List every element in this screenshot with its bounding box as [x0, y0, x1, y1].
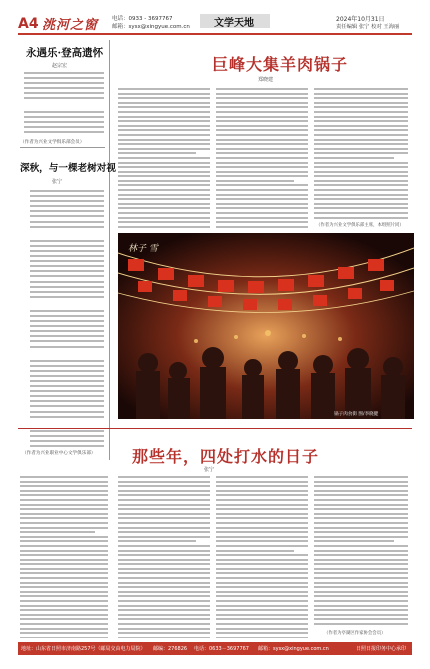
poem-credit-2: （作者为兴业职业中心文学俱乐部）	[22, 451, 96, 456]
bottom-section-divider	[18, 428, 412, 429]
main-article-author: 郑晓建	[258, 77, 274, 83]
footer-email: 邮箱：sysx@xingyue.com.cn	[258, 646, 329, 652]
bottom-article-body-col1	[20, 476, 108, 638]
left-section-divider	[20, 147, 105, 148]
footer-address: 地址：山东省日照市济南路257号（邮局交由电力局院）	[21, 646, 146, 652]
header-email: 邮箱：sysx@xingyue.com.cn	[112, 24, 190, 30]
section-title: 文学天地	[214, 18, 254, 29]
main-article-body-col2	[216, 88, 308, 228]
main-article-credit: （作者为兴业文学俱乐部主席，本组照片同）	[316, 223, 404, 228]
poem-body-2	[30, 190, 104, 448]
header-rule	[18, 33, 412, 35]
bottom-article-author: 张宁	[204, 467, 215, 473]
footer-phone: 电话：0633－3697767	[194, 646, 249, 652]
page-header	[18, 12, 412, 42]
bottom-article-body-col2	[118, 476, 210, 638]
page-number: A4	[18, 16, 39, 32]
main-article-title: 巨峰大集羊肉锅子	[212, 55, 349, 74]
poem-author-2: 张宁	[52, 179, 63, 185]
poem-title-1: 永遇乐·登高遗怀	[26, 47, 104, 59]
bottom-article-body-col3	[216, 476, 308, 638]
footer-post: 邮编：276826	[153, 646, 188, 652]
header-date: 2024年10月31日	[336, 16, 385, 23]
photo-caption: 锅子肉食街 图/李晓健	[334, 412, 379, 417]
festival-photo	[118, 233, 414, 419]
header-phone: 电话：0933 - 3697767	[112, 16, 173, 22]
poem-title-2: 深秋，与一棵老树对视	[20, 163, 116, 174]
page-footer	[18, 642, 412, 655]
poem-body-1	[24, 72, 104, 136]
header-editors: 责任编辑 张宁 校对 王海丽	[336, 24, 400, 30]
photo-watermark: 林子 雪	[128, 244, 158, 254]
left-column-divider	[109, 40, 110, 460]
footer-print: 日照日报印务中心承印	[356, 646, 407, 652]
poem-credit-1: （作者为兴业文学俱乐部会员）	[20, 140, 85, 145]
newspaper-logo: 洮河之窗	[42, 18, 99, 33]
bottom-article-body-col4	[314, 476, 408, 626]
main-article-body-col1	[118, 88, 210, 228]
bottom-article-title: 那些年，四处打水的日子	[132, 447, 320, 466]
poem-author-1: 赵宗宏	[52, 63, 68, 69]
festival-photo-graphic	[118, 233, 414, 419]
main-article-body-col3	[314, 88, 408, 220]
bottom-article-credit: （作者为亭湖区作家协会会员）	[324, 631, 386, 636]
